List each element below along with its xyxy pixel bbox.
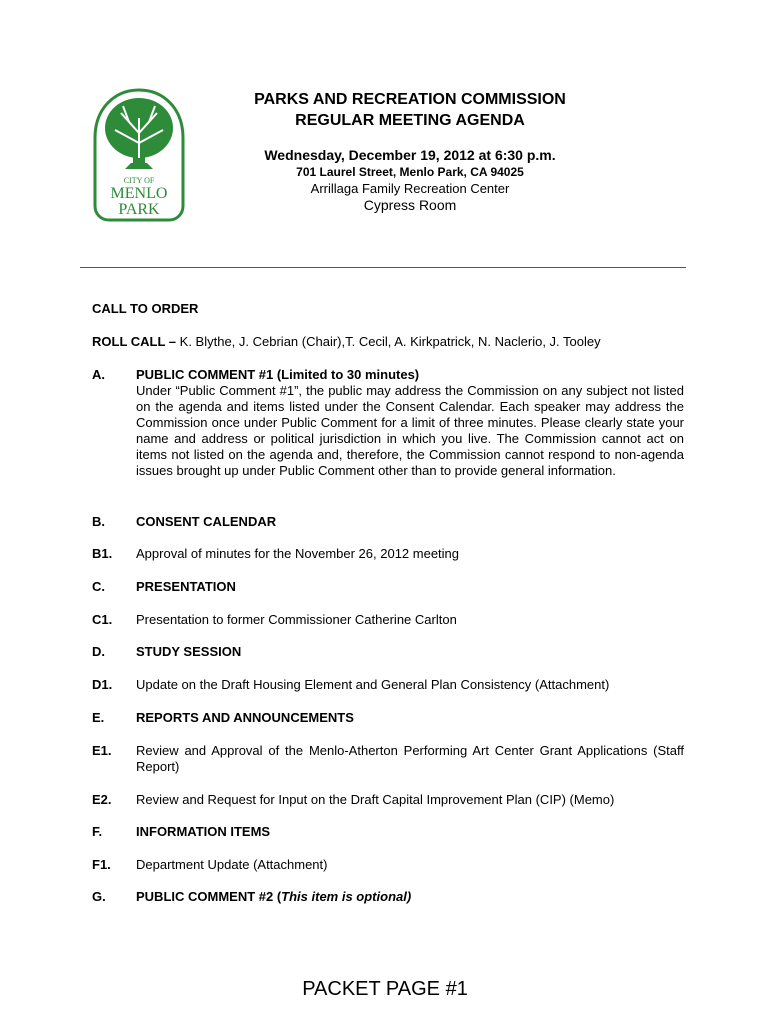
svg-text:CITY OF: CITY OF bbox=[123, 176, 155, 185]
item-d1-text: Update on the Draft Housing Element and General Plan Consistency (Attachment) bbox=[136, 677, 610, 692]
item-d-title: STUDY SESSION bbox=[136, 644, 242, 659]
agenda-title-line2: REGULAR MEETING AGENDA bbox=[295, 112, 525, 129]
item-d1-label: D1. bbox=[92, 677, 113, 692]
meeting-venue: Arrillaga Family Recreation Center bbox=[310, 181, 510, 196]
item-b1-label: B1. bbox=[92, 546, 113, 561]
item-c1-text: Presentation to former Commissioner Catherine Carlton bbox=[136, 612, 457, 627]
roll-call-names: K. Blythe, J. Cebrian (Chair),T. Cecil, A. Kirkpatrick, N. Naclerio, J. Tooley bbox=[179, 334, 601, 349]
item-g-label: G. bbox=[92, 889, 106, 904]
item-a-title: PUBLIC COMMENT #1 (Limited to 30 minutes) bbox=[136, 367, 420, 382]
call-to-order: CALL TO ORDER bbox=[92, 301, 199, 316]
agenda-title-line1: PARKS AND RECREATION COMMISSION bbox=[254, 91, 566, 108]
item-e2-text: Review and Request for Input on the Draft Capital Improvement Plan (CIP) (Memo) bbox=[136, 792, 615, 807]
city-of-menlo-park-logo bbox=[93, 88, 185, 222]
item-e2-label: E2. bbox=[92, 792, 112, 807]
roll-call bbox=[92, 334, 692, 350]
meeting-room: Cypress Room bbox=[363, 197, 457, 213]
item-b-label: B. bbox=[92, 514, 105, 529]
svg-text:MENLO: MENLO bbox=[110, 185, 168, 202]
meeting-date: Wednesday, December 19, 2012 at 6:30 p.m. bbox=[264, 147, 556, 163]
item-e-title: REPORTS AND ANNOUNCEMENTS bbox=[136, 710, 354, 725]
item-a-label: A. bbox=[92, 367, 105, 382]
svg-text:PARK: PARK bbox=[118, 201, 160, 218]
item-f-label: F. bbox=[92, 824, 103, 839]
item-e1-text: Review and Approval of the Menlo-Atherton Performing Art Center Grant Applications (Staff Report) bbox=[136, 743, 684, 774]
item-g-title-main: PUBLIC COMMENT #2 ( bbox=[136, 889, 282, 904]
item-d-label: D. bbox=[92, 644, 105, 659]
item-f-title: INFORMATION ITEMS bbox=[136, 824, 271, 839]
packet-page-footer: PACKET PAGE #1 bbox=[302, 978, 468, 1000]
meeting-address: 701 Laurel Street, Menlo Park, CA 94025 bbox=[296, 165, 524, 179]
roll-call-label: ROLL CALL – bbox=[92, 334, 177, 349]
item-e-label: E. bbox=[92, 710, 105, 725]
item-g-title bbox=[136, 889, 684, 905]
item-g-title-italic: This item is optional) bbox=[281, 889, 412, 904]
item-f1-text: Department Update (Attachment) bbox=[136, 857, 328, 872]
item-c1-label: C1. bbox=[92, 612, 113, 627]
item-b-title: CONSENT CALENDAR bbox=[136, 514, 277, 529]
item-c-title: PRESENTATION bbox=[136, 579, 236, 594]
header-divider bbox=[80, 267, 686, 268]
item-e1-label: E1. bbox=[92, 743, 112, 758]
item-b1-text: Approval of minutes for the November 26, 2012 meeting bbox=[136, 546, 460, 561]
item-a-description: Under “Public Comment #1”, the public may address the Commission on any subject not listed on the agenda and items listed under the Consent Calendar. Each speaker may address the Commission once under Public Comment for a limit of three minutes. Please clearly state your name and address or political jurisdiction in which you live. The Commission cannot act on items not listed on the agenda and, therefore, the Commission cannot respond to non-agenda issues brought up under Public Comment other than to provide general information. bbox=[136, 383, 684, 478]
item-f1-label: F1. bbox=[92, 857, 111, 872]
item-c-label: C. bbox=[92, 579, 105, 594]
